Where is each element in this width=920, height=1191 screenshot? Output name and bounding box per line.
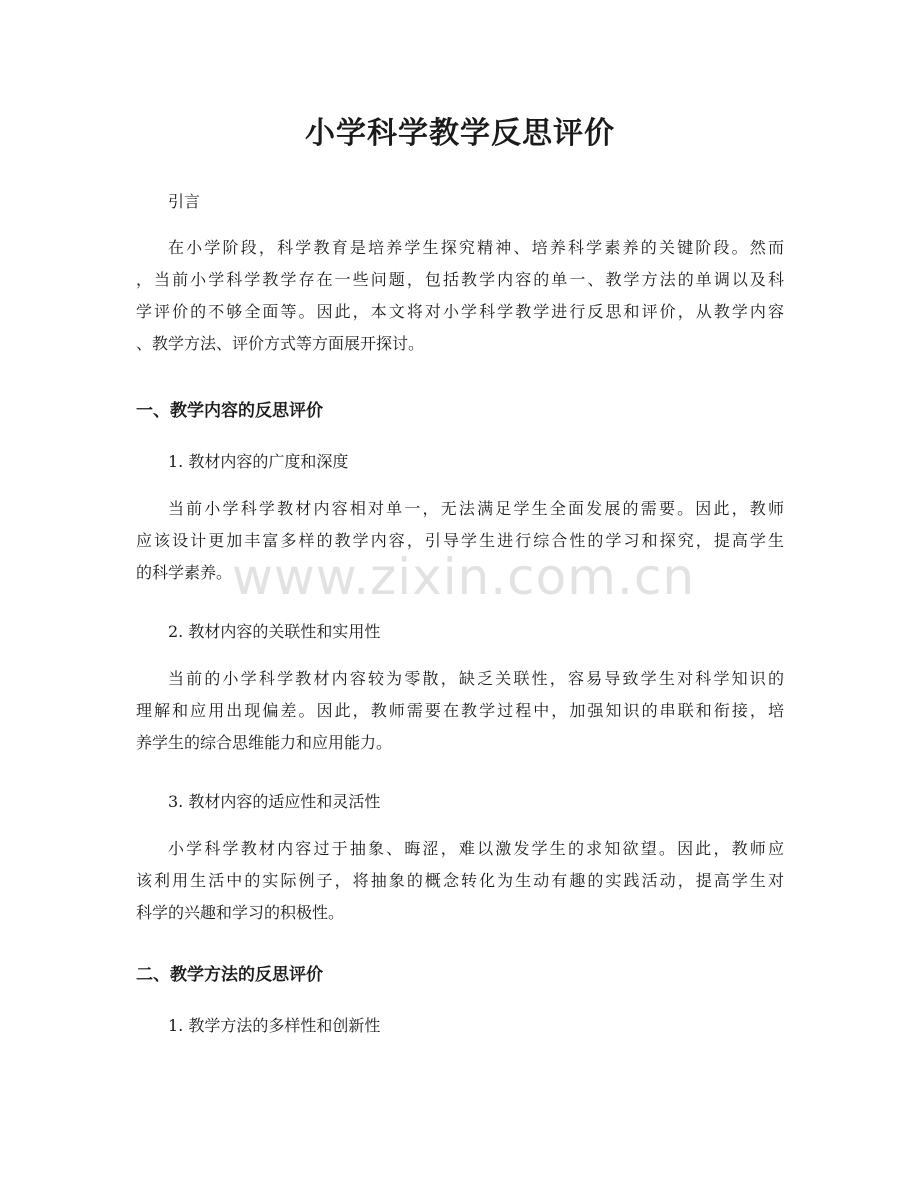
intro-line: ，当前小学科学教学存在一些问题，包括教学内容的单一、教学方法的单调以及科 — [136, 270, 784, 289]
section1-heading: 一、教学内容的反思评价 — [136, 401, 323, 421]
intro-line: 在小学阶段，科学教育是培养学生探究精神、培养科学素养的关键阶段。然而 — [168, 238, 784, 257]
paragraph-line: 科学的兴趣和学习的积极性。 — [136, 903, 345, 922]
paragraph-line: 当前的小学科学教材内容较为零散，缺乏关联性，容易导致学生对科学知识的 — [168, 669, 784, 688]
section1-item2-paragraph — [136, 663, 784, 759]
section1-item1-title: 1. 教材内容的广度和深度 — [168, 452, 349, 471]
paragraph-line: 该利用生活中的实际例子，将抽象的概念转化为生动有趣的实践活动，提高学生对 — [136, 871, 784, 890]
intro-paragraph — [136, 232, 784, 360]
paragraph-line: 理解和应用出现偏差。因此，教师需要在教学过程中，加强知识的串联和衔接，培 — [136, 701, 784, 720]
intro-line: 、教学方法、评价方式等方面展开探讨。 — [136, 334, 425, 353]
intro-line: 学评价的不够全面等。因此，本文将对小学科学教学进行反思和评价，从教学内容 — [136, 302, 784, 321]
paragraph-line: 当前小学科学教材内容相对单一，无法满足学生全面发展的需要。因此，教师 — [168, 499, 784, 518]
intro-label: 引言 — [168, 192, 201, 211]
section2-item1-title: 1. 教学方法的多样性和创新性 — [168, 1016, 381, 1035]
section1-item2-title: 2. 教材内容的关联性和实用性 — [168, 622, 381, 641]
watermark: www.zixin.com.cn — [232, 548, 696, 606]
paragraph-line: 应该设计更加丰富多样的教学内容，引导学生进行综合性的学习和探究，提高学生 — [136, 531, 784, 550]
section2-heading: 二、教学方法的反思评价 — [136, 965, 323, 985]
section1-item3-paragraph — [136, 833, 784, 929]
document-title: 小学科学教学反思评价 — [305, 116, 615, 151]
section1-item3-title: 3. 教材内容的适应性和灵活性 — [168, 792, 381, 811]
paragraph-line: 小学科学教材内容过于抽象、晦涩，难以激发学生的求知欲望。因此，教师应 — [168, 839, 784, 858]
paragraph-line: 的科学素养。 — [136, 563, 233, 582]
paragraph-line: 养学生的综合思维能力和应用能力。 — [136, 733, 393, 752]
